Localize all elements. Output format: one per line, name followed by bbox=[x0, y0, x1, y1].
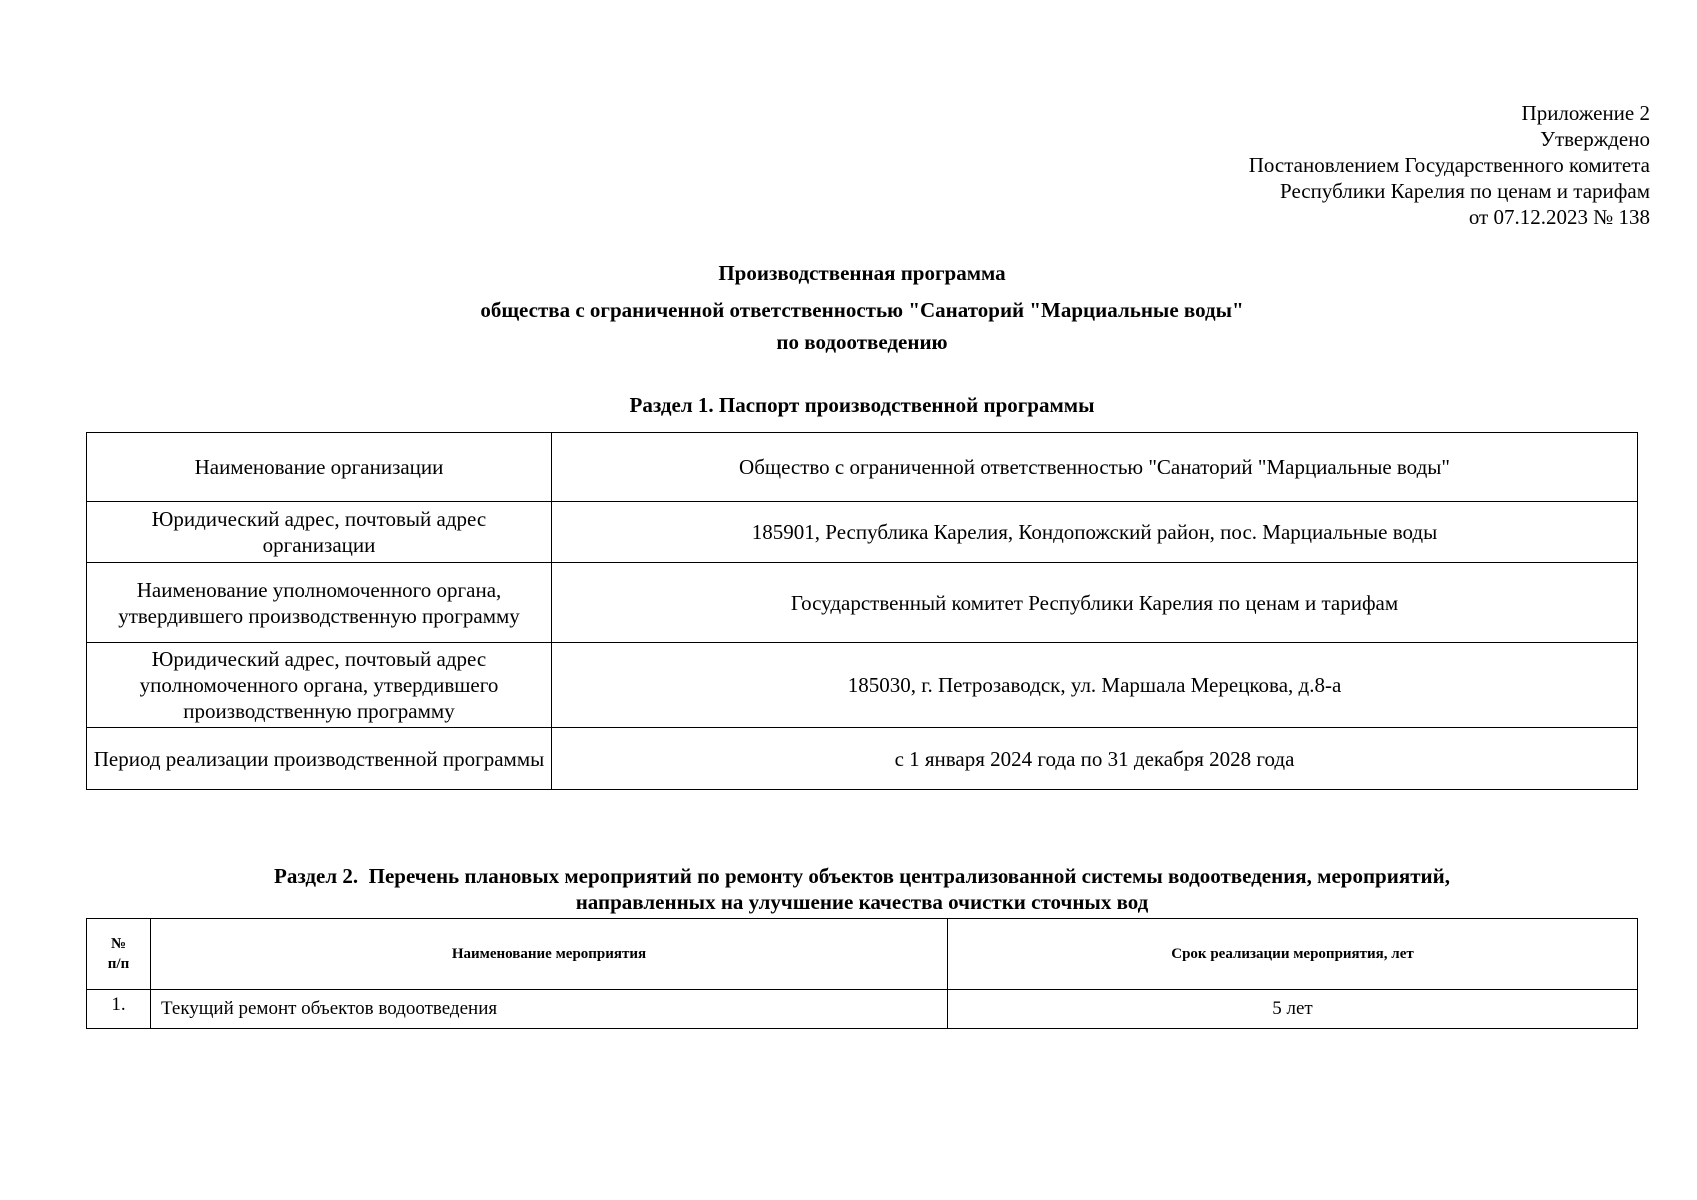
approval-line: Республики Карелия по ценам и тарифам bbox=[1280, 179, 1650, 203]
row-label: Наименование организации bbox=[87, 433, 552, 502]
num-header-line1: № bbox=[110, 936, 127, 952]
row-label: Период реализации производственной программы bbox=[87, 728, 552, 790]
page-title: Производственная программа bbox=[718, 261, 1006, 285]
num-header-line2: п/п bbox=[107, 956, 130, 972]
page-subtitle: общества с ограниченной ответственностью "Санаторий "Марциальные воды" bbox=[480, 298, 1244, 322]
table-row bbox=[87, 502, 1638, 563]
measures-table bbox=[86, 918, 1638, 1029]
section2-title-line2: направленных на улучшение качества очистки сточных вод bbox=[575, 890, 1149, 914]
row-value: Общество с ограниченной ответственностью "Санаторий "Марциальные воды" bbox=[552, 433, 1638, 502]
table-row bbox=[87, 990, 1638, 1029]
approval-line: от 07.12.2023 № 138 bbox=[1468, 205, 1650, 229]
column-header-term: Срок реализации мероприятия, лет bbox=[948, 919, 1638, 990]
approval-line: Утверждено bbox=[1540, 127, 1650, 151]
table-row bbox=[87, 643, 1638, 728]
section2-title bbox=[0, 863, 1697, 915]
row-num: 1. bbox=[87, 990, 151, 1029]
row-label: Юридический адрес, почтовый адрес организации bbox=[87, 502, 552, 563]
section1-title: Раздел 1. Паспорт производственной программы bbox=[629, 393, 1095, 417]
passport-table bbox=[86, 432, 1638, 790]
section2-title-line1: Раздел 2. Перечень плановых мероприятий по ремонту объектов централизованной системы водоотведения, мероприятий, bbox=[274, 864, 1450, 888]
row-label: Наименование уполномоченного органа, утвердившего производственную программу bbox=[87, 563, 552, 643]
table-row bbox=[87, 563, 1638, 643]
row-label: Юридический адрес, почтовый адрес уполномоченного органа, утвердившего производственную программу bbox=[87, 643, 552, 728]
row-value: с 1 января 2024 года по 31 декабря 2028 года bbox=[552, 728, 1638, 790]
table-row bbox=[87, 728, 1638, 790]
row-name: Текущий ремонт объектов водоотведения bbox=[151, 990, 948, 1029]
row-value: Государственный комитет Республики Карелия по ценам и тарифам bbox=[552, 563, 1638, 643]
table-row bbox=[87, 433, 1638, 502]
column-header-name: Наименование мероприятия bbox=[151, 919, 948, 990]
column-header-num bbox=[87, 919, 151, 990]
row-term: 5 лет bbox=[948, 990, 1638, 1029]
table-header-row bbox=[87, 919, 1638, 990]
page-subtitle-2: по водоотведению bbox=[776, 330, 948, 354]
approval-line: Приложение 2 bbox=[1521, 101, 1650, 125]
row-value: 185030, г. Петрозаводск, ул. Маршала Мерецкова, д.8-а bbox=[552, 643, 1638, 728]
approval-block bbox=[1249, 100, 1650, 230]
row-value: 185901, Республика Карелия, Кондопожский район, пос. Марциальные воды bbox=[552, 502, 1638, 563]
approval-line: Постановлением Государственного комитета bbox=[1248, 153, 1650, 177]
